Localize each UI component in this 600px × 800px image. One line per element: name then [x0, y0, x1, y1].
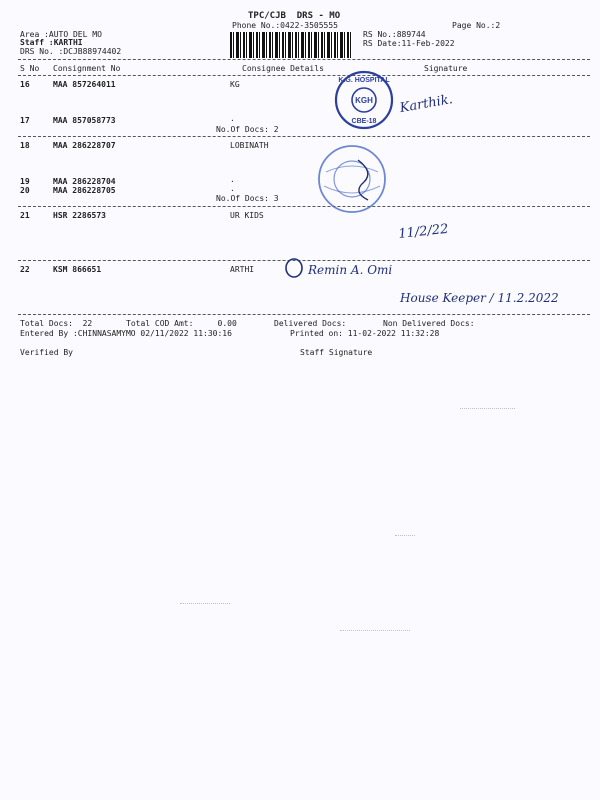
scan-artifact [395, 535, 415, 537]
row-consignee: KG [230, 80, 240, 89]
drs-number: DRS No. :DCJB88974402 [20, 47, 122, 56]
total-docs: Total Docs: 22 [20, 319, 93, 328]
signature-date-text: 11/2/22 [397, 221, 450, 242]
row-consignee: ARTHI [230, 265, 255, 274]
row-divider [18, 206, 590, 207]
scan-artifact [180, 603, 230, 605]
hospital-stamp [326, 70, 402, 130]
row-sno: 18 [20, 141, 30, 150]
row-consignment: MAA 286228704 [53, 177, 116, 186]
row-consignee: UR KIDS [230, 211, 264, 220]
non-delivered-docs: Non Delivered Docs: [383, 319, 475, 328]
entered-by: Entered By :CHINNASAMYMO 02/11/2022 11:30:16 [20, 329, 232, 338]
row-consignment: MAA 286228707 [53, 141, 116, 150]
signature-arthi [282, 254, 582, 310]
row-consignee: . [230, 175, 235, 184]
column-sno: S No [20, 64, 40, 73]
scan-artifact [460, 408, 515, 410]
row-consignment: KSM 866651 [53, 265, 102, 274]
signature-arthi-text: Remin A. Omi [308, 263, 393, 277]
row-consignee: . [230, 184, 235, 193]
signature-karthik [395, 84, 485, 116]
row-consignee: . [230, 114, 235, 123]
stamp-center-text: KGH [355, 96, 373, 105]
area-label: Area :AUTO DEL MO [20, 30, 102, 39]
row-sno: 21 [20, 211, 30, 220]
docs-note: No.Of Docs: 3 [216, 194, 279, 203]
total-cod: Total COD Amt: 0.00 [126, 319, 237, 328]
stamp-bottom-text: CBE-18 [351, 118, 377, 125]
column-consignee: Consignee Details [242, 64, 324, 73]
row-consignment: HSR 2286573 [53, 211, 106, 220]
row-consignment: MAA 286228705 [53, 186, 116, 195]
phone-number: Phone No.:0422-3505555 [232, 21, 338, 30]
staff-label: Staff :KARTHI [20, 38, 83, 47]
row-sno: 16 [20, 80, 30, 89]
row-sno: 20 [20, 186, 30, 195]
column-consignment: Consignment No [53, 64, 121, 73]
signature-date [396, 208, 476, 248]
signature-keeper-text: House Keeper / 11.2.2022 [400, 291, 559, 305]
row-consignee: LOBINATH [230, 141, 269, 150]
scan-artifact [340, 630, 410, 632]
column-signature: Signature [424, 64, 468, 73]
row-sno: 22 [20, 265, 30, 274]
verified-by: Verified By [20, 348, 73, 357]
column-divider [18, 75, 590, 76]
signature-karthik-text: Karthik. [398, 92, 454, 116]
header-divider [18, 59, 590, 60]
docs-note: No.Of Docs: 2 [216, 125, 279, 134]
row-consignment: MAA 857058773 [53, 116, 116, 125]
printed-on: Printed on: 11-02-2022 11:32:28 [290, 329, 440, 338]
row-divider [18, 136, 590, 137]
rs-date: RS Date:11-Feb-2022 [363, 39, 455, 48]
page-number: Page No.:2 [452, 21, 501, 30]
row-sno: 19 [20, 177, 30, 186]
company-stamp [312, 142, 392, 216]
staff-signature: Staff Signature [300, 348, 373, 357]
document-title: TPC/CJB DRS - MO [248, 11, 341, 21]
table-bottom-divider [18, 314, 590, 315]
barcode [230, 32, 352, 58]
stamp-top-text: K.G. HOSPITAL [338, 77, 390, 84]
delivered-docs: Delivered Docs: [274, 319, 347, 328]
row-sno: 17 [20, 116, 30, 125]
rs-number: RS No.:889744 [363, 30, 426, 39]
row-consignment: MAA 857264011 [53, 80, 116, 89]
